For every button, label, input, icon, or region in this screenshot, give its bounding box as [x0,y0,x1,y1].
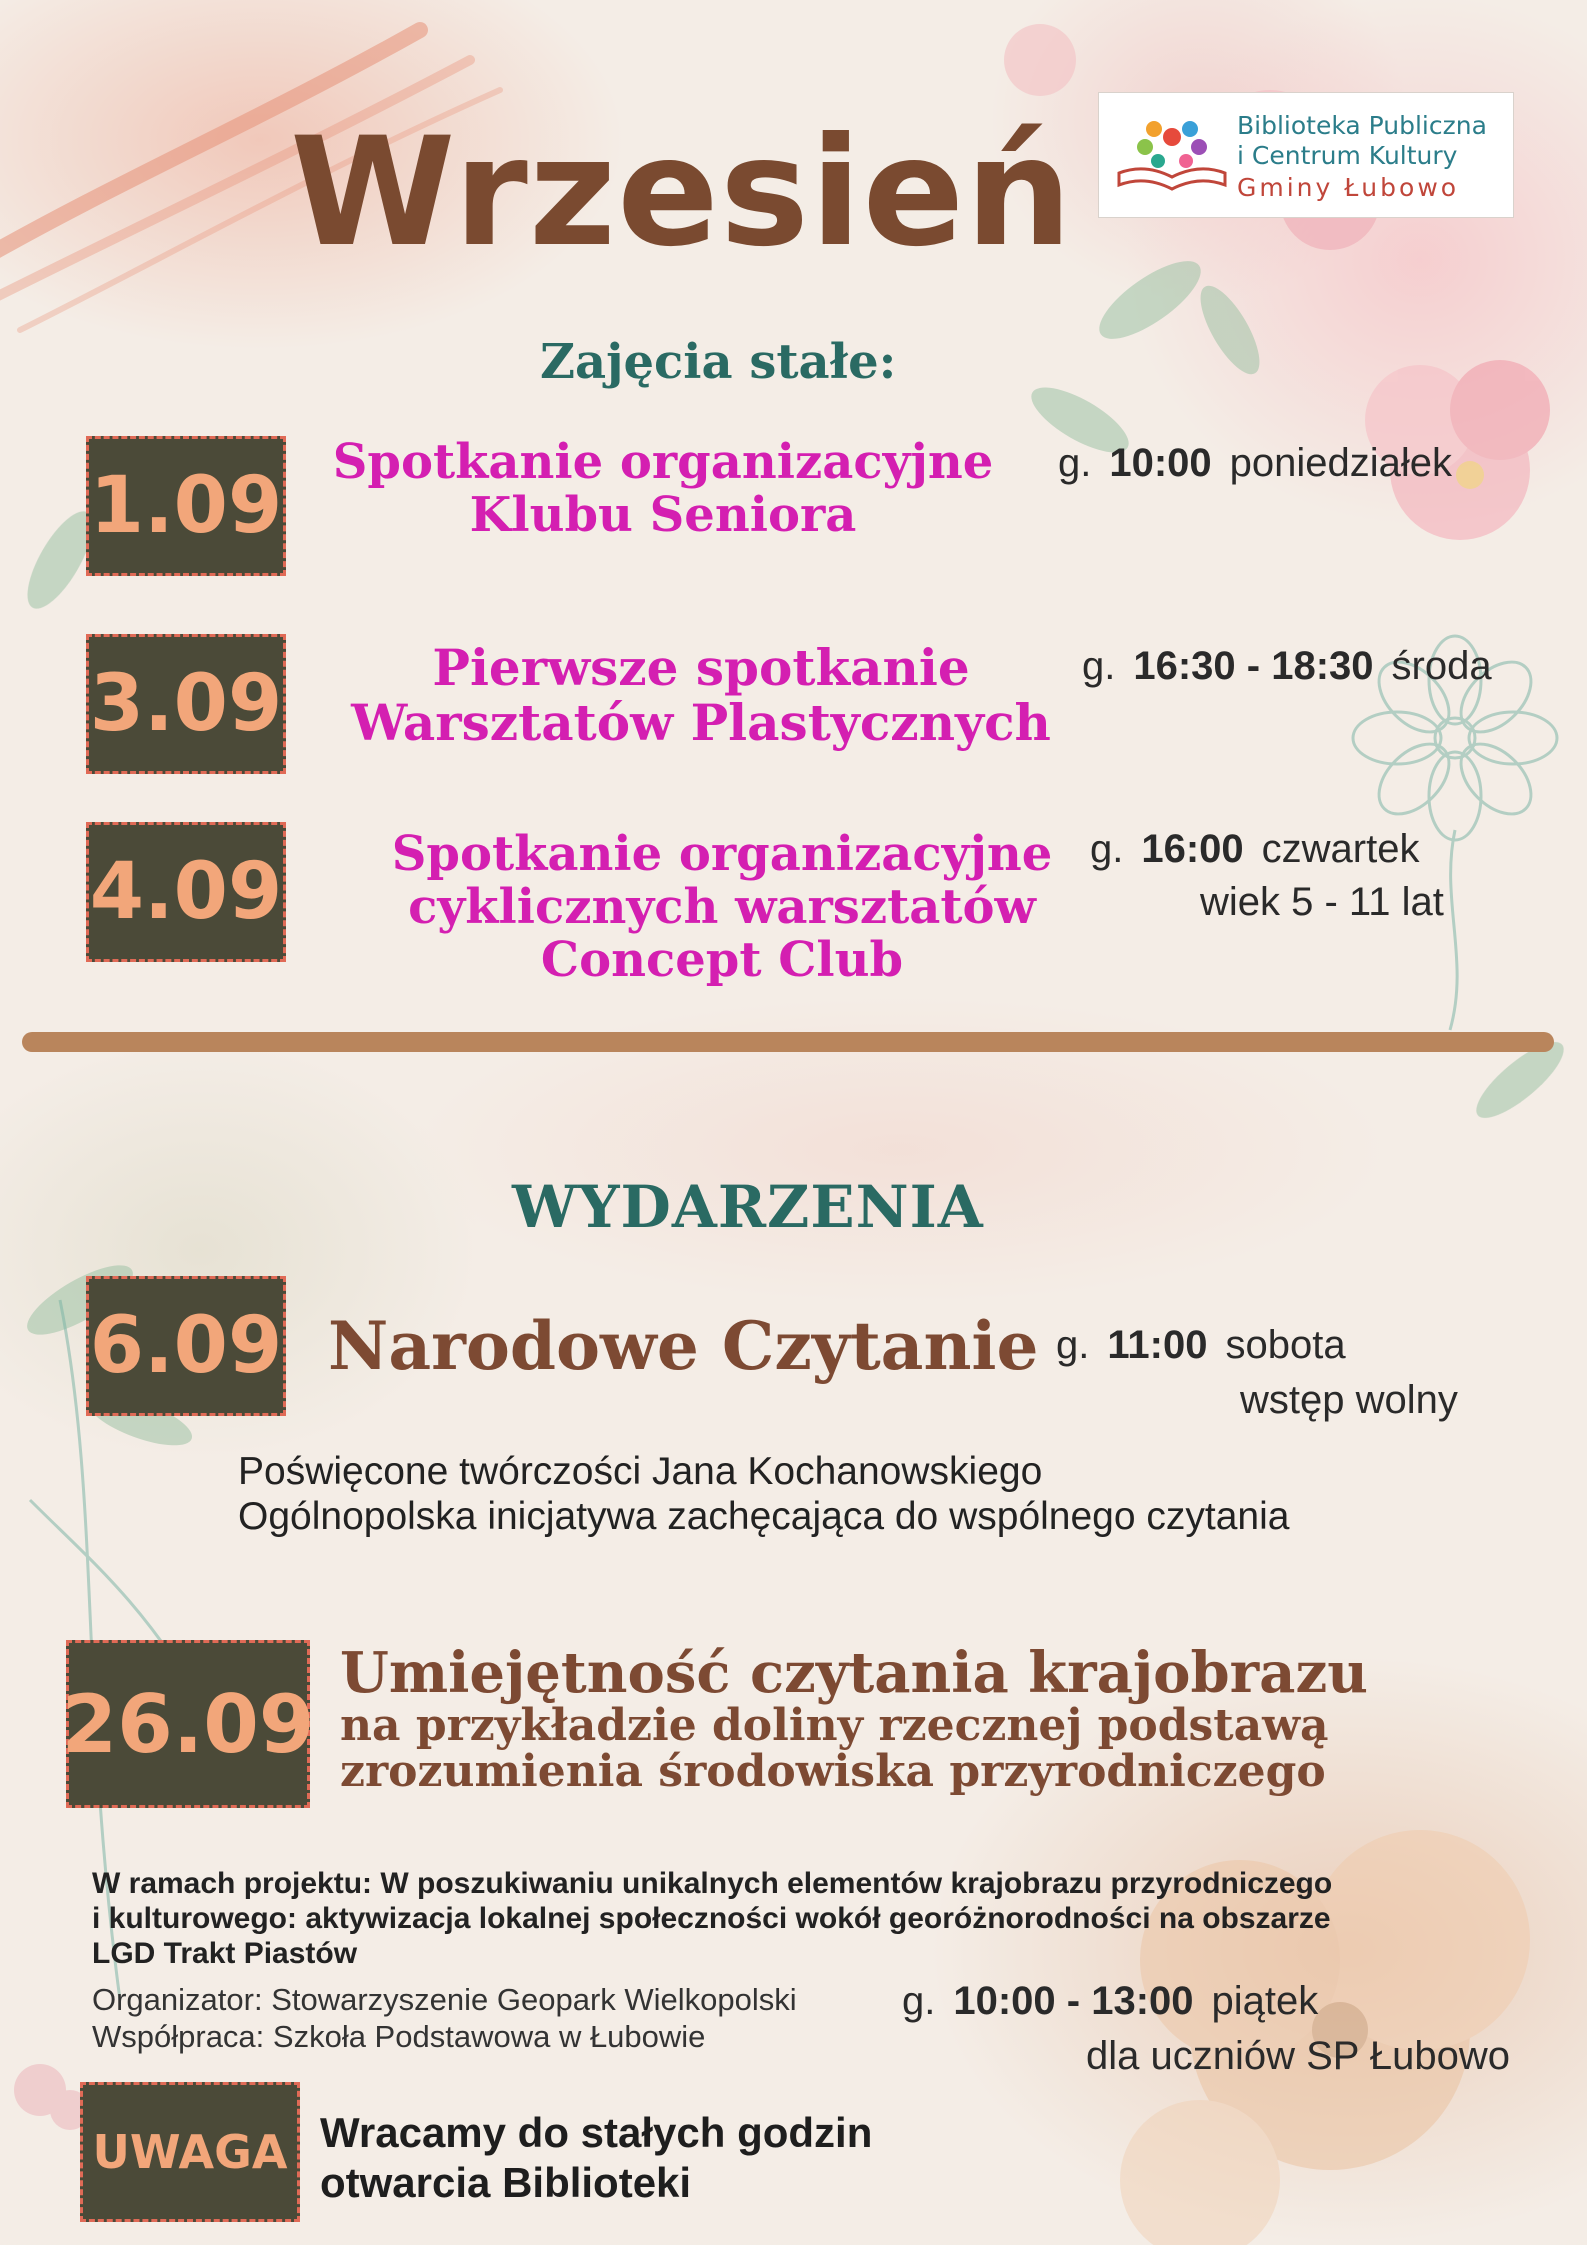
section-divider [22,1032,1554,1052]
notice-line: otwarcia Biblioteki [320,2159,692,2207]
event-title-line: Pierwsze spotkanie [432,638,970,697]
page-title: Wrzesień [290,106,1074,280]
event-description-line: Poświęcone twórczości Jana Kochanowskiego [238,1450,1043,1493]
time-value: 10:00 - 13:00 [953,1979,1194,2023]
event-time [1082,643,1492,689]
event-title-line: cyklicznych warsztatów [408,878,1036,935]
event-day: piątek [1211,1979,1319,2023]
date-badge-text: 1.09 [89,461,283,551]
time-prefix: g. [902,1979,936,2023]
project-info-line: LGD Trakt Piastów [92,1937,358,1971]
time-value: 16:30 - 18:30 [1133,644,1374,688]
date-badge [86,634,286,774]
cooperation: Współpraca: Szkoła Podstawowa w Łubowie [92,2018,706,2054]
event-title-line: Umiejętność czytania krajobrazu [340,1640,1368,1706]
regular-classes-heading: Zajęcia stałe: [540,334,897,390]
project-info-line: i kulturowego: aktywizacja lokalnej społeczności wokół georóżnorodności na obszarze [92,1902,1331,1936]
time-value: 16:00 [1141,827,1244,871]
event-description [238,1450,1289,1540]
notice-text [320,2108,872,2209]
date-badge-text: 26.09 [61,1677,315,1771]
event-time [1056,1322,1346,1368]
notice-badge-text: UWAGA [92,2125,288,2179]
event-day: poniedziałek [1229,441,1453,485]
event-title-line: na przykładzie doliny rzecznej podstawą [340,1699,1329,1751]
event-day: sobota [1225,1323,1346,1367]
event-title-line: Klubu Seniora [469,486,857,543]
date-badge [86,822,286,962]
notice-badge [80,2082,300,2222]
time-prefix: g. [1056,1323,1090,1367]
time-value: 11:00 [1107,1323,1208,1367]
time-prefix: g. [1090,827,1124,871]
event-title [382,828,1062,986]
book-logo-icon [1111,107,1233,205]
library-logo [1098,92,1514,218]
logo-text-line-1: Biblioteka Publiczna [1237,111,1487,140]
event-note: wstęp wolny [1240,1378,1458,1422]
event-title [336,640,1066,750]
event-title-line: Concept Club [540,931,904,988]
date-badge-text: 3.09 [89,659,283,749]
event-description-line: Ogólnopolska inicjatywa zachęcająca do wspólnego czytania [238,1494,1290,1538]
events-heading: WYDARZENIA [512,1173,984,1241]
project-info [92,1866,1332,1971]
project-info-line: W ramach projektu: W poszukiwaniu unikalnych elementów krajobrazu przyrodniczego [92,1867,1333,1900]
event-time [1058,440,1452,486]
event-day: środa [1391,644,1492,688]
date-badge-text: 4.09 [89,847,283,937]
event-note: dla uczniów SP Łubowo [1086,2034,1510,2078]
event-time [902,1978,1318,2024]
time-prefix: g. [1082,644,1116,688]
event-title [340,1640,1368,1797]
organizer: Organizator: Stowarzyszenie Geopark Wielkopolski [92,1982,797,2017]
event-time [1090,826,1419,872]
event-note: wiek 5 - 11 lat [1200,880,1444,924]
event-day: czwartek [1261,827,1420,871]
date-badge-text: 6.09 [89,1301,283,1391]
time-value: 10:00 [1109,441,1212,485]
event-title: Narodowe Czytanie [328,1307,1039,1385]
logo-text-line-3: Gminy Łubowo [1237,173,1460,202]
organizer-info [92,1982,797,2055]
event-title [318,436,1008,542]
logo-text-line-2: i Centrum Kultury [1237,141,1458,170]
event-title-line: zrozumienia środowiska przyrodniczego [340,1745,1326,1797]
date-badge [86,436,286,576]
time-prefix: g. [1058,441,1092,485]
event-title-line: Warsztatów Plastycznych [351,693,1051,752]
event-title-line: Spotkanie organizacyjne [332,434,994,490]
notice-line: Wracamy do stałych godzin [320,2109,873,2156]
event-title-line: Spotkanie organizacyjne [391,826,1053,882]
date-badge [86,1276,286,1416]
date-badge [61,1640,315,1808]
